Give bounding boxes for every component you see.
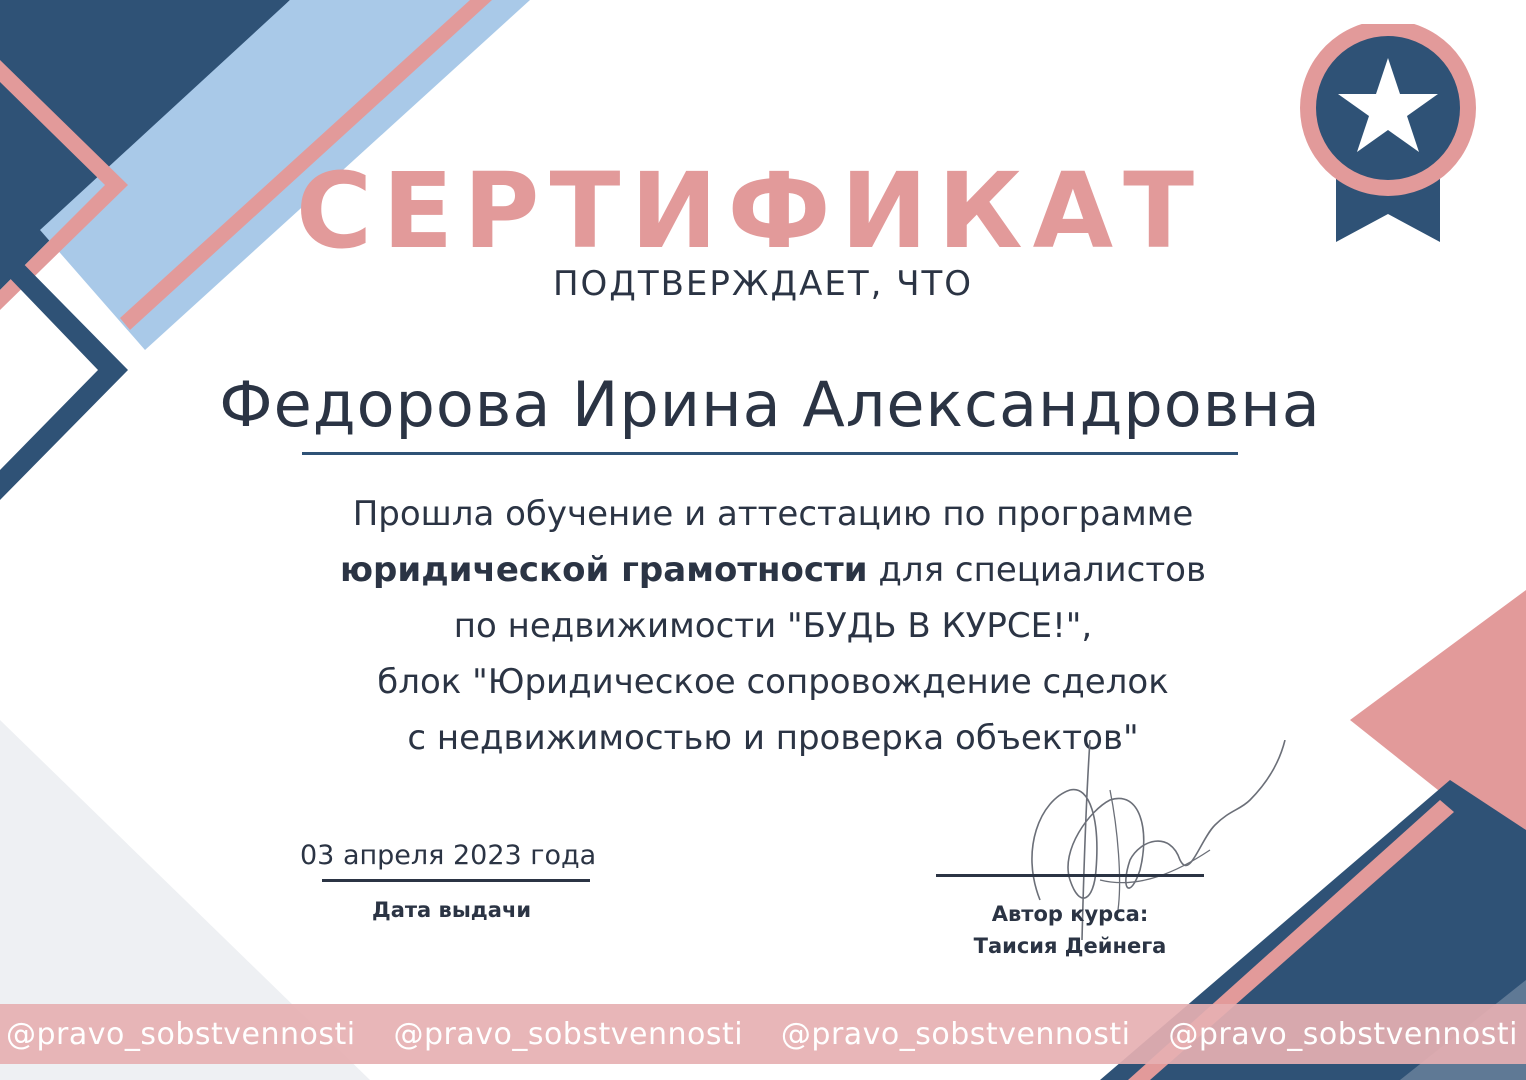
author-name: Таисия Дейнега xyxy=(973,934,1167,958)
footer-handle: @pravo_sobstvennosti xyxy=(6,1016,356,1052)
author-label: Автор курса: xyxy=(991,902,1149,926)
body-line-2-bold: юридической грамотности xyxy=(340,550,868,590)
signature-line xyxy=(936,874,1204,877)
author-block xyxy=(930,898,1210,962)
body-line-2-rest: для специалистов xyxy=(867,550,1206,590)
body-line-1: Прошла обучение и аттестацию по программе xyxy=(352,494,1194,534)
issue-date-label: Дата выдачи xyxy=(372,898,532,922)
body-line-5: с недвижимостью и проверка объектов" xyxy=(407,718,1139,758)
name-underline xyxy=(302,452,1238,455)
body-line-2 xyxy=(0,542,1526,598)
body-line-3: по недвижимости "БУДЬ В КУРСЕ!", xyxy=(453,606,1093,646)
footer-handles xyxy=(0,1004,1526,1064)
issue-date-underline xyxy=(322,879,590,882)
footer-handle: @pravo_sobstvennosti xyxy=(1168,1016,1518,1052)
body-line-4: блок "Юридическое сопровождение сделок xyxy=(377,662,1169,702)
certificate-body xyxy=(0,486,1526,766)
certificate-title: СЕРТИФИКАТ xyxy=(295,150,1205,272)
footer-handle: @pravo_sobstvennosti xyxy=(393,1016,744,1052)
recipient-name: Федорова Ирина Александровна xyxy=(219,368,1321,441)
footer-handle: @pravo_sobstvennosti xyxy=(780,1016,1131,1052)
certificate-subtitle: ПОДТВЕРЖДАЕТ, ЧТО xyxy=(552,264,974,304)
issue-date: 03 апреля 2023 года xyxy=(300,840,597,871)
